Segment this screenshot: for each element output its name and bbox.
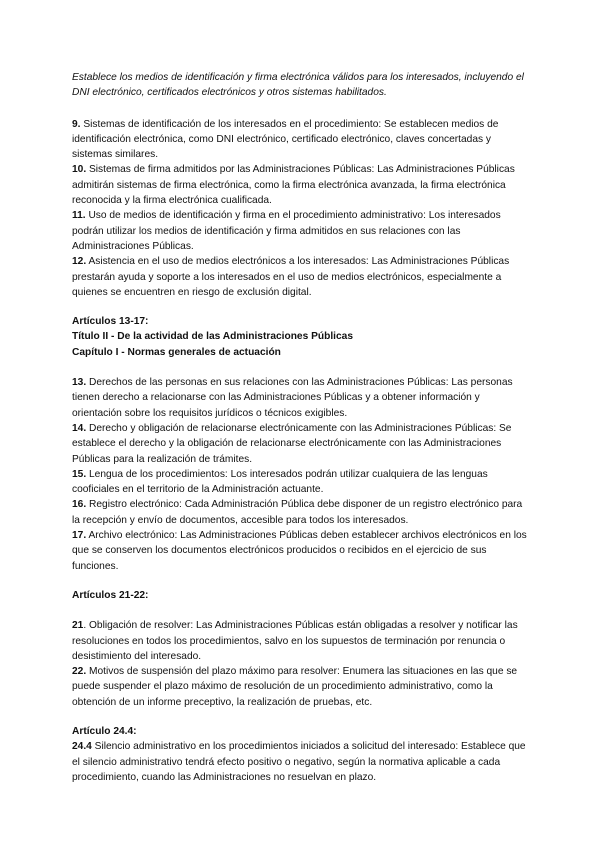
article-number: 16. [72,499,87,511]
article-17 [72,528,532,574]
section-articles-21-22 [72,588,532,710]
article-24-4 [72,739,532,785]
article-21 [72,618,532,664]
article-number: 14. [72,422,87,434]
article-14 [72,421,532,467]
article-text: . Obligación de resolver: Las Administraciones Públicas están obligadas a resolver y notificar las resoluciones en todos los procedimientos, salvo en los supuestos de terminación por renuncia o desistimiento del interesado. [72,620,518,662]
article-text: Derechos de las personas en sus relaciones con las Administraciones Públicas: Las personas tienen derecho a relacionarse con las Administraciones Públicas y a obtener información y orientación sobre los requisitos jurídicos o técnicos exigibles. [72,377,513,419]
chapter-heading: Capítulo I - Normas generales de actuación [72,346,281,358]
article-number: 10. [72,164,87,176]
article-text: Uso de medios de identificación y firma en el procedimiento administrativo: Los interesados podrán utilizar los medios de identificación y firma admitidos en sus relaciones con las Administraciones Públicas. [72,210,501,252]
article-text: Derecho y obligación de relacionarse electrónicamente con las Administraciones Públicas: Se establece el derecho y la obligación de relacionarse electrónicamente con las Administraciones Públicas para la realización de trámites. [72,422,512,465]
article-text: Sistemas de identificación de los interesados en el procedimiento: Se establecen medios de identificación electrónica, como DNI electrónico, certificado electrónico, claves concertadas y sistemas similares. [72,118,499,161]
article-22 [72,664,532,710]
article-number: 12. [72,256,87,268]
article-number: 13. [72,377,87,389]
article-number: 9. [72,118,81,130]
article-number: 22. [72,666,87,678]
article-number: 17. [72,530,87,542]
article-12 [72,254,532,300]
article-10 [72,162,532,208]
section-articles-13-17 [72,314,532,574]
article-9 [72,117,532,163]
article-13 [72,375,532,421]
section-heading: Artículos 13-17: [72,316,149,328]
article-text: Asistencia en el uso de medios electrónicos a los interesados: Las Administraciones Públicas prestarán ayuda y soporte a los interesados en el uso de medios electrónicos, especialmente a quienes se encuentren en riesgo de exclusión digital. [72,256,510,298]
article-number: 24.4 [72,741,92,753]
article-text: Sistemas de firma admitidos por las Administraciones Públicas: Las Administraciones Públicas admitirán sistemas de firma electrónica, como la firma electrónica avanzada, la firma electrónica reconocida y la firma electrónica cualificada. [72,164,515,207]
article-number: 11. [72,210,86,222]
articles-9-12 [72,117,532,301]
article-11 [72,208,532,254]
article-number: 15. [72,468,87,480]
article-text: Motivos de suspensión del plazo máximo para resolver: Enumera las situaciones en las que se puede suspender el plazo máximo de resolución de un procedimiento administrativo, como la obtención de un informe preceptivo, la realización de pruebas, etc. [72,666,518,708]
intro-paragraph: Establece los medios de identificación y firma electrónica válidos para los interesados, incluyendo el DNI electrónico, certificados electrónicos y otros sistemas habilitados. [72,72,524,99]
article-text: Archivo electrónico: Las Administraciones Públicas deben establecer archivos electrónicos en los que se conserven los documentos electrónicos producidos o recibidos en el ejercicio de sus funciones. [72,530,527,572]
section-heading: Artículos 21-22: [72,589,149,601]
article-text: Silencio administrativo en los procedimientos iniciados a solicitud del interesado: Establece que el silencio administrativo tendrá efecto positivo o negativo, según la normativa aplicable a cada procedimiento, cuando las Administraciones no resuelvan en plazo. [72,741,526,783]
article-number: 21 [72,620,84,632]
article-15 [72,467,532,498]
section-article-24-4 [72,724,532,785]
article-text: Lengua de los procedimientos: Los interesados podrán utilizar cualquiera de las lenguas cooficiales en el territorio de la Administración actuante. [72,468,488,496]
title-heading: Título II - De la actividad de las Administraciones Públicas [72,331,353,343]
document-page [72,70,532,785]
section-heading: Artículo 24.4: [72,725,137,737]
article-text: Registro electrónico: Cada Administración Pública debe disponer de un registro electrónico para la recepción y envío de documentos, accesible para todos los interesados. [72,499,523,526]
article-16 [72,497,532,528]
